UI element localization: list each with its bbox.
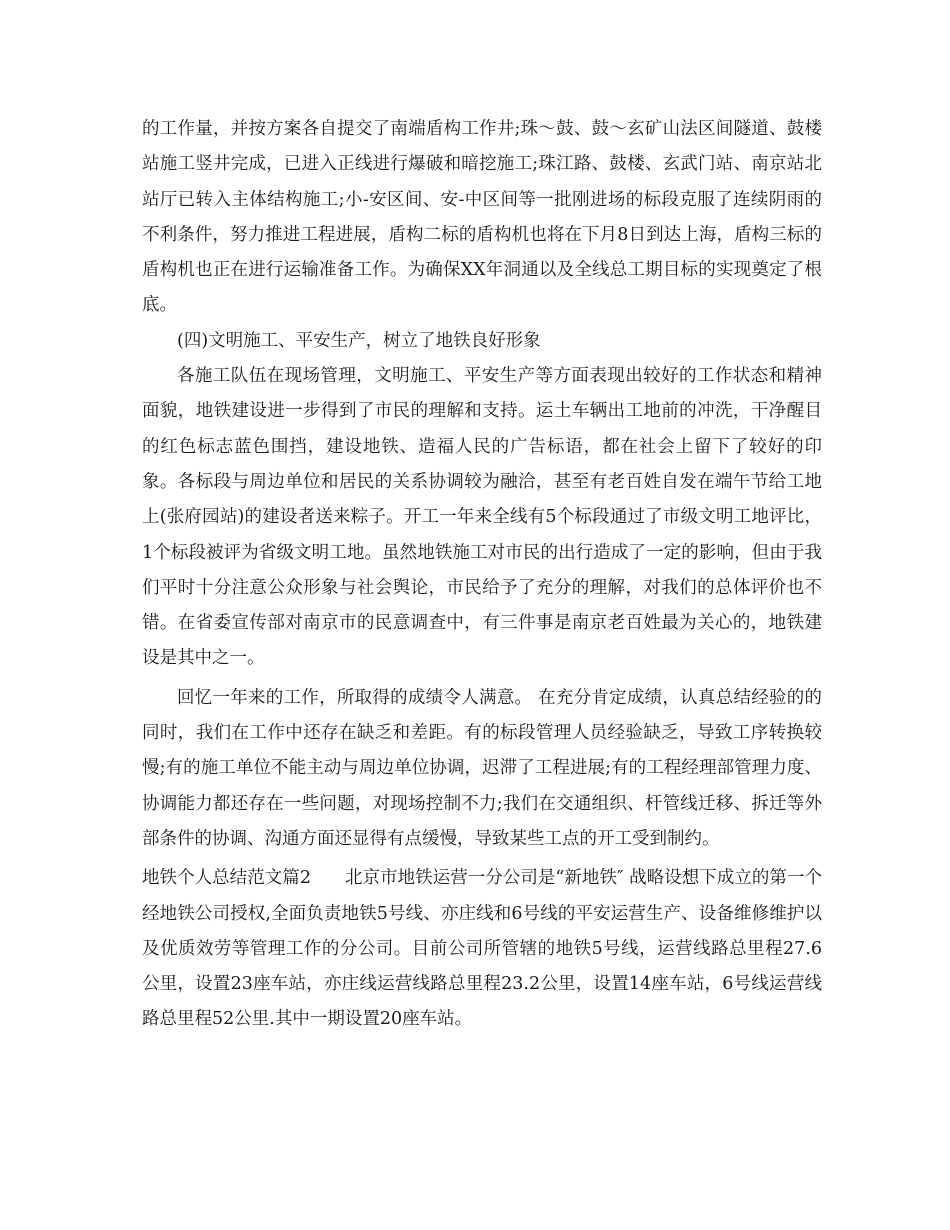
- paragraph-civilized-construction: 各施工队伍在现场管理，文明施工、平安生产等方面表现出较好的工作状态和精神面貌，地铁建设进一步得到了市民的理解和支持。运土车辆出工地前的冲洗，干净醒目的红色标志蓝色围挡，建设地铁、造福人民的广告标语，都在社会上留下了较好的印象。各标段与周边单位和居民的关系协调较为融洽，甚至有老百姓自发在端午节给工地上(张府园站)的建设者送来粽子。开工一年来全线有5个标段通过了市级文明工地评比，1个标段被评为省级文明工地。虽然地铁施工对市民的出行造成了一定的影响，但由于我们平时十分注意公众形象与社会舆论，市民给予了充分的理解，对我们的总体评价也不错。在省委宣传部对南京市的民意调查中，有三件事是南京老百姓最为关心的，地铁建设是其中之一。: [142, 366, 822, 669]
- document-body: [142, 112, 822, 1038]
- paragraph-article-two: [142, 861, 822, 1037]
- article-title: 地铁个人总结范文篇2: [142, 868, 311, 889]
- article-two-body: 北京市地铁运营一分公司是“新地铁″ 战略设想下成立的第一个经地铁公司授权,全面负责地铁5号线、亦庄线和6号线的平安运营生产、设备维修维护以及优质效劳等管理工作的分公司。目前公司所管辖的地铁5号线，运营线路总里程27.6公里，设置23座车站，亦庄线运营线路总里程23.2公里，设置14座车站，6号线运营线路总里程52公里.其中一期设置20座车站。: [142, 868, 822, 1030]
- paragraph-review-shortcomings: 回忆一年来的工作，所取得的成绩令人满意。 在充分肯定成绩，认真总结经验的的同时，我们在工作中还存在缺乏和差距。有的标段管理人员经验缺乏，导致工序转换较慢;有的施工单位不能主动与周边单位协调，迟滞了工程进展;有的工程经理部管理力度、协调能力都还存在一些问题，对现场控制不力;我们在交通组织、杆管线迁移、拆迁等外部条件的协调、沟通方面还显得有点缓慢，导致某些工点的开工受到制约。: [142, 687, 822, 849]
- paragraph-construction-progress: 的工作量，并按方案各自提交了南端盾构工作井;珠～鼓、鼓～玄矿山法区间隧道、鼓楼站施工竖井完成，已进入正线进行爆破和暗挖施工;珠江路、鼓楼、玄武门站、南京站北站厅已转入主体结构施工;小-安区间、安-中区间等一批刚进场的标段克服了连续阴雨的不利条件，努力推进工程进展，盾构二标的盾构机也将在下月8日到达上海，盾构三标的盾构机也正在进行运输准备工作。为确保XX年洞通以及全线总工期目标的实现奠定了根底。: [142, 119, 822, 316]
- section-heading-civilized-construction: (四)文明施工、平安生产，树立了地铁良好形象: [177, 330, 541, 351]
